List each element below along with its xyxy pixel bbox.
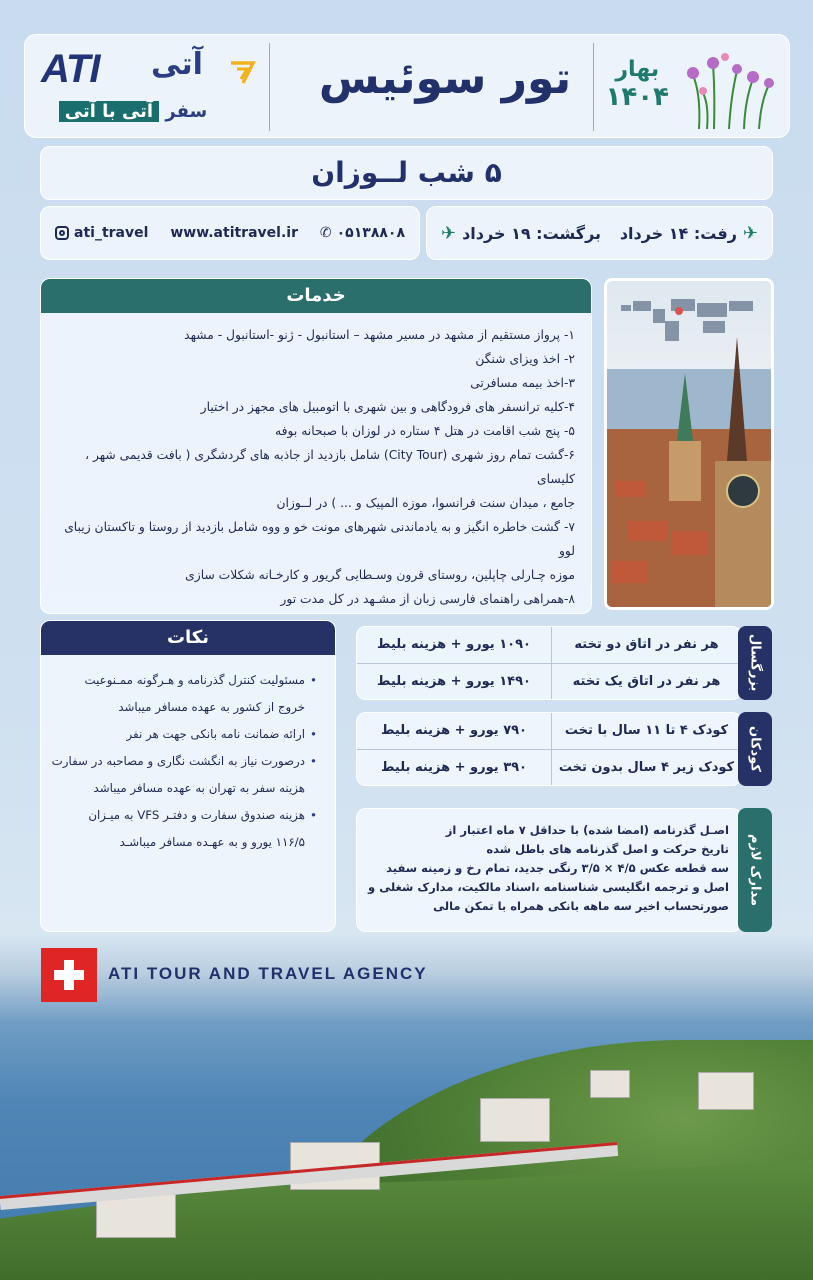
list-item: تاریخ حرکت و اصل گذرنامه های باطل شده: [486, 842, 729, 856]
child-pricing-table: [356, 712, 772, 786]
phone-icon: ✆: [319, 225, 332, 241]
list-item: ۵- پنج شب اقامت در هتل ۴ ستاره در لوزان با صبحانه بوفه: [275, 424, 575, 438]
row-price: ۱۰۹۰ یورو + هزینه بلیط: [377, 637, 531, 652]
logo-arrow-icon: [229, 57, 259, 87]
plane-icon: ✈: [742, 222, 758, 244]
house-image: [698, 1072, 754, 1110]
row-description: کودک زیر ۴ سال بدون تخت: [551, 750, 741, 785]
list-item: • هزینه صندوق سفارت و دفتـر VFS به میـزان: [51, 802, 317, 829]
agency-name: ATI TOUR AND TRAVEL AGENCY: [108, 964, 428, 983]
departure-date: رفت: ۱۴ خرداد: [619, 223, 737, 243]
services-panel: [40, 278, 592, 614]
list-item: ۱- پرواز مستقیم از مشهد در مسیر مشهد – استانبول - ژنو -استانبول - مشهد: [184, 328, 575, 342]
list-item: • درصورت نیاز به انگشت نگاری و مصاحبه در سفارت: [51, 748, 317, 775]
services-list: [41, 313, 591, 611]
row-description: هر نفر در اتاق دو تخته: [551, 627, 741, 663]
lausanne-cathedral-image: [607, 281, 771, 607]
list-item: • مسئولیت کنترل گذرنامه و هـرگونه ممـنوعیت: [51, 667, 317, 694]
list-item: سه قطعه عکس ۴/۵ × ۳/۵ رنگی جدید، تمام رخ و زمینه سفید: [386, 861, 729, 875]
list-item: • ارائه ضمانت نامه بانکی جهت هر نفر: [51, 721, 317, 748]
documents-label: مدارک لازم: [738, 808, 772, 932]
instagram-item[interactable]: [55, 225, 148, 241]
swiss-flag-icon: [41, 948, 97, 1002]
list-item: ۷- گشت خاطره انگیز و به یادماندنی شهرهای مونت خو و ووه شامل بازدید از روستا و تاکستان زیبای لوو: [64, 520, 575, 558]
notes-list: [41, 655, 335, 856]
slogan-part-a: سفر: [165, 101, 208, 122]
dates-bar: [426, 206, 773, 260]
list-item: موزه چـارلی چاپلین، روستای قرون وسـطایی گریور و کارخـانه شکلات سازی: [185, 568, 575, 582]
plane-icon: ✈: [441, 222, 457, 244]
table-row: [357, 627, 741, 663]
nights-text: ۵ شب لــوزان: [311, 156, 502, 189]
row-price: ۳۹۰ یورو + هزینه بلیط: [381, 760, 527, 775]
slogan-part-b: آتی با آتی: [59, 101, 159, 122]
table-row: [357, 663, 741, 699]
header: [24, 34, 790, 138]
list-item: جامع ، میدان سنت فرانسوا، موزه المپیک و ... ) در لــوزان: [276, 496, 575, 510]
adult-pricing-table: [356, 626, 772, 700]
list-item: اصل و ترجمه انگلیسی شناسنامه ،اسناد مالکیت، مدارک شغلی و: [368, 880, 729, 894]
house-image: [480, 1098, 550, 1142]
season-badge: [606, 57, 669, 112]
table-row: [357, 713, 741, 749]
flowers-icon: [679, 45, 779, 131]
logo-slogan: [41, 97, 225, 127]
documents-panel: [356, 808, 772, 932]
phone-item[interactable]: [320, 225, 405, 241]
list-item: صورتحساب اخیر سه ماهه بانکی همراه با تمکن مالی: [433, 899, 729, 913]
page-title: تور سوئیس: [318, 53, 572, 104]
row-description: هر نفر در اتاق یک تخته: [551, 664, 741, 699]
list-item: ۶-گشت تمام روز شهری (City Tour) شامل بازدید از جاذبه های گردشگری ( بافت قدیمی شهر ، کلیسای: [85, 448, 575, 486]
return-date: برگشت: ۱۹ خرداد: [462, 223, 602, 243]
notes-heading: نکات: [41, 621, 335, 655]
child-label: کودکان: [738, 712, 772, 786]
city-photo: [604, 278, 774, 610]
house-image: [590, 1070, 630, 1098]
row-price: ۷۹۰ یورو + هزینه بلیط: [381, 723, 527, 738]
price-rows: [356, 626, 742, 700]
season-word: بهار: [615, 57, 660, 82]
house-image: [96, 1194, 176, 1238]
departure-item: [620, 223, 758, 244]
contact-bar: [40, 206, 420, 260]
nights-bar: [40, 146, 773, 200]
list-item-continued: خروج از کشور به عهده مسافر میباشد: [118, 700, 305, 714]
website-url: www.atitravel.ir: [170, 225, 298, 241]
list-item: اصـل گذرنامه (امضا شده) با حداقل ۷ ماه اعتبار از: [445, 823, 729, 837]
return-item: [441, 223, 601, 244]
logo-latin: ATI: [41, 47, 100, 91]
services-heading: خدمات: [41, 279, 591, 313]
list-item: ۸-همراهی راهنمای فارسی زبان از مشـهد در کل مدت تور: [280, 592, 575, 606]
phone-number: ۰۵۱۳۸۸۰۸: [336, 225, 405, 241]
instagram-icon: [55, 226, 69, 240]
divider: [269, 43, 270, 131]
table-row: [357, 749, 741, 785]
list-item: ۴-کلیه ترانسفر های فرودگاهی و بین شهری با اتومبیل های مجهز در اختیار: [200, 400, 575, 414]
list-item-continued: هزینه سفر به تهران به عهده مسافر میباشد: [93, 781, 305, 795]
logo-persian: آتی: [151, 47, 203, 82]
row-description: کودک ۴ تا ۱۱ سال با تخت: [551, 713, 741, 749]
logo: [41, 47, 261, 129]
list-item: ۲- اخذ ویزای شنگن: [475, 352, 575, 366]
documents-list: [356, 808, 742, 932]
instagram-handle: ati_travel: [74, 225, 149, 241]
row-price: ۱۴۹۰ یورو + هزینه بلیط: [377, 674, 531, 689]
list-item: ۳-اخذ بیمه مسافرتی: [470, 376, 575, 390]
list-item-continued: ۱۱۶/۵ یورو و به عهـده مسافر میباشـد: [119, 835, 305, 849]
season-year: ۱۴۰۴: [605, 82, 669, 112]
adult-label: بزرگسال: [738, 626, 772, 700]
website-item[interactable]: [170, 225, 298, 241]
price-rows: [356, 712, 742, 786]
divider: [593, 43, 594, 131]
notes-panel: [40, 620, 336, 932]
